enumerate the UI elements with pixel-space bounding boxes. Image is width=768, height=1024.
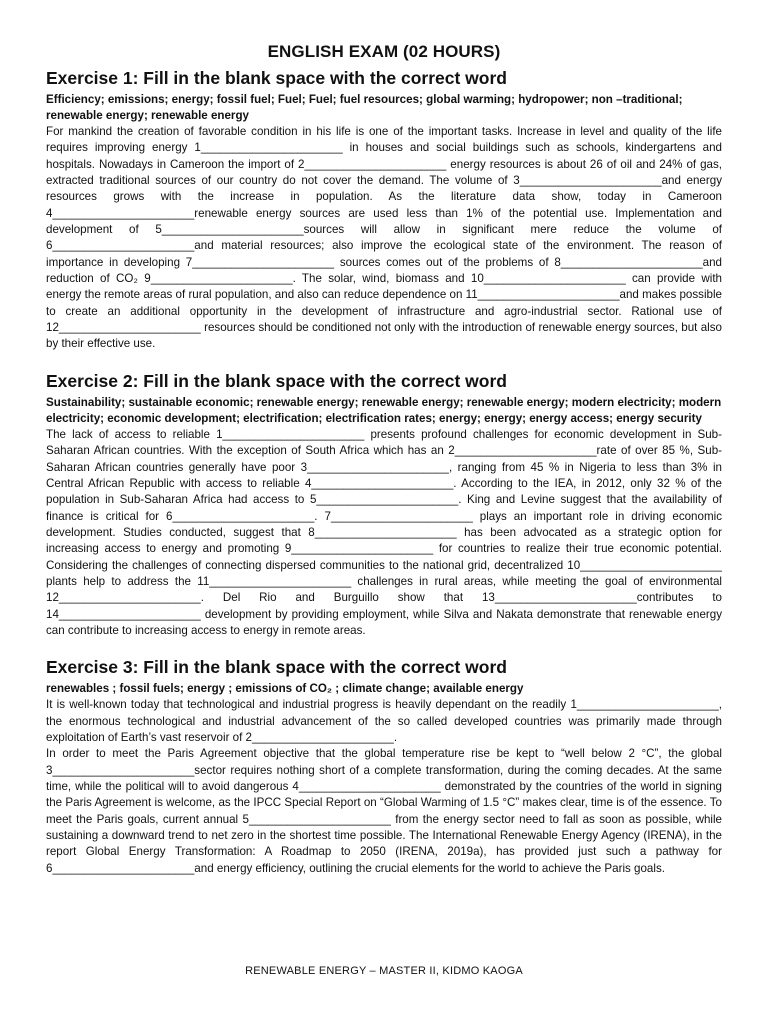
exercise-1-word-bank: Efficiency; emissions; energy; fossil fuel; Fuel; Fuel; fuel resources; global warming; hydropower; non –traditional; renewable energy; renewable energy [46, 93, 683, 122]
exercise-2-title: Exercise 2: Fill in the blank space with the correct word [46, 370, 507, 391]
exercise-3-word-bank: renewables ; fossil fuels; energy ; emissions of CO₂ ; climate change; available energy [46, 682, 524, 696]
exercise-2-word-bank: Sustainability; sustainable economic; renewable energy; renewable energy; renewable energy; modern electricity; modern electricity; economic development; electrification; electrification rates; energy; energy; energy access; energy security [46, 395, 722, 425]
exercise-2-text: The lack of access to reliable 1______________________ presents profound challenges for economic development in Sub-Saharan African countries. With the exception of South Africa which has an 2______________________rate of over 85 %, Sub-Saharan African countries generally have poor 3______________________, ranging from 45 % in Nigeria to less than 3% in Central African Republic with access to reliable 4______________________. According to the IEA, in 2012, only 32 % of the population in Sub-Saharan Africa had access to 5______________________. King and Levine suggest that the availability of finance is critical for 6______________________. 7______________________ plays an important role in driving economic development. Studies conducted, suggest that 8______________________ has been advocated as a strategic option for increasing access to energy and promoting 9______________________ for countries to realize their true economic potential. Considering the challenges of connecting dispersed communities to the national grid, decentralized 10______________________ plants help to address the 11______________________ challenges in rural areas, while meeting the goal of environmental 12______________________. Del Rio and Burguillo show that 13______________________contributes to 14______________________ development by providing employment, while Silva and Nakata demonstrate that renewable energy can contribute to increasing access to energy in remote areas. [46, 427, 722, 637]
page-footer: RENEWABLE ENERGY – MASTER II, KIDMO KAOGA [245, 965, 523, 977]
exercise-1-text: For mankind the creation of favorable condition in his life is one of the important tasks. Increase in level and quality of the life requires improving energy 1______________________ in houses and social buildings such as schools, kindergartens and hospitals. Nowadays in Cameroon the import of 2______________________ energy resources is about 26 of oil and 24% of gas, extracted traditional sources of our country do not cover the demand. The volume of 3______________________and energy resources grows with the increase in population. As the literature data show, today in Cameroon 4______________________renewable energy sources are used less than 1% of the potential use. Implementation and development of 5______________________sources will allow in significant mere reduce the volume of 6______________________and material resources; also improve the ecological state of the environment. The reason of importance in developing 7______________________ sources comes out of the problems of 8______________________and reduction of CO₂ 9______________________. The solar, wind, biomass and 10______________________ can provide with energy the remote areas of rural population, and also can reduce dependence on 11______________________and makes possible to create an additional opportunity in the development of infrastructure and agro-industrial sector. Rational use of 12______________________ resources should be conditioned not only with the introduction of renewable energy sources, but also by their effective use. [46, 125, 722, 351]
exercise-3-title: Exercise 3: Fill in the blank space with the correct word [46, 657, 507, 678]
exam-page [46, 42, 722, 891]
exercise-3 [46, 657, 722, 877]
exercise-3-text: It is well-known today that technological and industrial progress is heavily dependant on the readily 1______________________, the enormous technological and industrial advancement of the so called developed countries was primarily made through exploitation of Earth’s vast reservoir of 2______________________. In order to meet the Paris Agreement objective that the global temperature rise be kept to “well below 2 °C”, the global 3______________________sector requires nothing short of a complete transformation, during the coming decades. At the same time, while the political will to avoid dangerous 4______________________ demonstrated by the countries of the world in signing the Paris Agreement is welcome, as the IPCC Special Report on “Global Warming of 1.5 °C” makes clear, time is of the essence. To meet the Paris goals, current annual 5______________________ from the energy sector need to fall as soon as possible, while sustaining a downward trend to net zero in the shortest time possible. The International Renewable Energy Agency (IRENA), in the report Global Energy Transformation: A Roadmap to 2050 (IRENA, 2019a), has provided just such a pathway for 6______________________and energy efficiency, outlining the crucial elements for the world to achieve the Paris goals. [46, 698, 722, 875]
exercise-1-title: Exercise 1: Fill in the blank space with the correct word [46, 68, 507, 88]
exercise-1 [46, 68, 722, 353]
exercise-2 [46, 371, 722, 639]
exam-title: ENGLISH EXAM (02 HOURS) [267, 42, 501, 61]
